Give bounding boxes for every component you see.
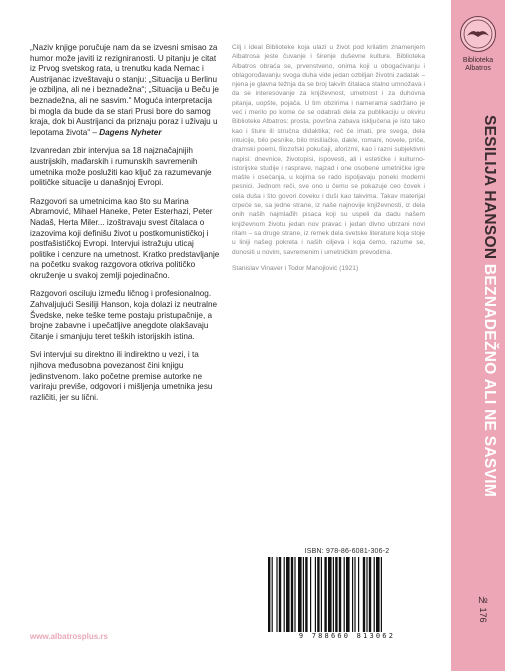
spine-subtitle: BEZNADEŽNO ALI NE SASVIM xyxy=(481,263,498,498)
description-column xyxy=(30,43,220,411)
description-paragraph: Razgovori osciluju između ličnog i profesionalnog. Zahvaljujući Sesiliji Hanson, koja dolazi iz neutralne Švedske, neke teške teme postaju pristupačnije, a brojne zabavne i upečatljive anegdote olakšavaju čitanje i smanjuju teret teških istorijskih istina. xyxy=(30,289,218,341)
isbn-label: ISBN: 978-86-6081-306-2 xyxy=(304,548,390,555)
spine-title xyxy=(455,115,501,545)
albatros-logo-icon xyxy=(460,16,496,52)
library-name: Biblioteka Albatros xyxy=(462,57,494,72)
manifesto-text: Cilj i ideal Biblioteke koja ulazi u život pod krilatim znamenjem Albatrosa jeste čuvanje i širenje duševne kulture. Biblioteka Albatros obraća se, prvenstveno, onima koji u obogaćivanju i oblagorođavanju svoga duha vide jedan ozbiljan životni zadatak – njena je glavna težnja da se broj takvih čitalaca stalno umnožava i da se interesovanje za književnost, umetnost i za duhovna pitanja, uopšte, pojača. U tim obzirima i namerama sadržano je već i merilo po kome će se odabrati dela za publikaciju u okviru Biblioteke Albatros: prosta, površna zabava isključena je isto tako kao i šture ili stručna didaktika; reč će imati, pre svega, dela intuicije, bilo pesnike, bilo mislilačke, dakle, romani, novele, priče, dramski poemi, filozofski pokučaji, aforizmi, kao i razni subjektivni napisi: dnevnice, životopisi, ispovesti, ali i estetičke i kulturno-istorijske studije i rasprave, najzad i one osobene umetničke igre mašte i osećanja, u kojima se rado ispoljavaju poneki moderni pesnici. Jednom reči, sve ono u čemu se pokazuje ceo čovek i cela duša i što govori čoveku i duši kao takvima. Takav materijal crpeće se, sa jedne strane, iz naše najnovije književnosti, iz dela onih naših najmlađih pisaca koji su uspeli da dadu našem književnom životu jedan nov pravac i jedan divno ubrzani novi ritam – sa druge strane, iz remek dela svetske literature koja stoje u liniji našeg pokreta i naših ciljeva i koja ćemo, razume se, donositi u novim, savremenim i umetničkim prevodima. xyxy=(232,44,425,256)
series-number: № 176 xyxy=(478,595,488,623)
description-paragraph: Izvanredan zbir intervjua sa 18 najznačajnijih austrijskih, mađarskih i rumunskih savremenih umetnika može poslužiti kao ključ za razumevanje političke situacije u današnjoj Evropi. xyxy=(30,146,212,188)
description-paragraph: Razgovori sa umetnicima kao što su Marina Abramović, Mihael Haneke, Peter Esterhazi, Peter Nadaš, Herta Miler... izoštravaju svest čitalaca o izazovima koji definišu život u postkomunističkoj i postfašističkoj Evropi. Intervjui istražuju uticaj politike i cenzure na umetnost. Kratko predstavljanje na početku svakog razgovora otkriva političko okruženje u svakoj zemlji pojedinačno. xyxy=(30,196,220,280)
library-manifesto-column xyxy=(232,43,425,280)
manifesto-authors: Stanislav Vinaver i Todor Manojlović (1921) xyxy=(232,264,359,272)
barcode-digits: 9 788660 813062 xyxy=(298,632,396,640)
review-source: Dagens Nyheter xyxy=(99,127,162,137)
publisher-website[interactable]: www.albatrosplus.rs xyxy=(30,632,108,641)
barcode xyxy=(262,557,432,632)
description-paragraph: Svi intervjui su direktno ili indirektno u vezi, i ta njihova međusobna povezanost čini knjigu jedinstvenom. Iako početne premise autorke ne variraju previše, odgovori i mišljenja umetnika jesu različiti, jer su lični. xyxy=(30,350,213,402)
spine-author: SESILIJA HANSON xyxy=(481,115,498,260)
review-quote: „Naziv knjige poručuje nam da se izvesni smisao za humor može javiti iz rezigniranosti. U pitanju je citat iz Prvog svetskog rata, u trenutku kada Nemac i Austrijanac izveštavaju o stanju: „Situacija u Berlinu je ozbiljna, ali ne i beznadežna“; „Situacija u Beču je beznadežna, ali ne sasvim.“ Moguća interpretacija bi mogla da bude da se stari Prusi bore do samog kraja, dok bi Austrijanci da priznaju poraz i uživaju u lepotama života“ – Dagens Nyheter xyxy=(30,43,219,137)
